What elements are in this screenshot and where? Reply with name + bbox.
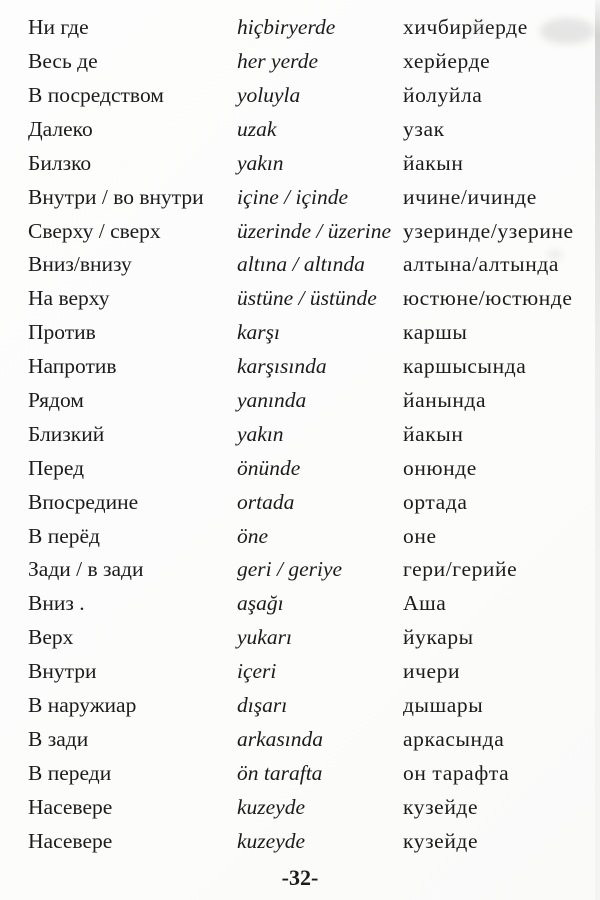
russian-term: Сверху / сверх [28, 218, 161, 243]
table-row [0, 350, 600, 384]
russian-term: Далеко [28, 116, 93, 141]
russian-term: Вниз/внизу [28, 252, 132, 277]
table-row [0, 587, 600, 621]
russian-term: В переди [28, 760, 112, 785]
table-row [0, 316, 600, 350]
table-row [0, 452, 600, 486]
turkish-latin-term: aşağı [237, 591, 284, 616]
russian-term: Верх [28, 625, 74, 650]
table-row [0, 519, 600, 553]
russian-term: Вниз . [28, 591, 85, 616]
page-number: -32- [281, 865, 319, 890]
turkish-cyrillic-transliteration: Аша [403, 591, 447, 616]
turkish-latin-term: üzerinde / üzerine [237, 218, 392, 243]
turkish-cyrillic-transliteration: он тарафта [403, 760, 510, 785]
turkish-latin-term: dışarı [237, 693, 288, 717]
turkish-latin-term: her yerde [237, 49, 318, 74]
turkish-latin-term: kuzeyde [237, 794, 306, 819]
russian-term: Билзко [28, 150, 92, 175]
table-row [0, 621, 600, 655]
turkish-latin-term: yakın [237, 421, 284, 446]
word-table [0, 11, 600, 858]
table-row [0, 689, 600, 723]
table-row [0, 79, 600, 113]
turkish-latin-term: ortada [237, 489, 295, 514]
turkish-latin-term: üstüne / üstünde [237, 286, 377, 311]
turkish-cyrillic-transliteration: гери/герийе [403, 557, 518, 582]
table-row [0, 553, 600, 587]
turkish-latin-term: önünde [237, 455, 301, 480]
russian-term: В наружиар [28, 693, 137, 717]
turkish-cyrillic-transliteration: ортада [403, 489, 468, 514]
turkish-latin-term: ön tarafta [237, 760, 323, 785]
turkish-latin-term: içine / içinde [237, 184, 349, 209]
table-row [0, 485, 600, 519]
turkish-latin-term: karşı [237, 320, 280, 345]
turkish-cyrillic-transliteration: дышары [403, 693, 484, 717]
turkish-cyrillic-transliteration: ичине/ичинде [403, 184, 537, 209]
turkish-cyrillic-transliteration: йанында [403, 387, 487, 412]
turkish-cyrillic-transliteration: кузейде [403, 828, 479, 853]
turkish-cyrillic-transliteration: аркасында [403, 726, 505, 751]
turkish-cyrillic-transliteration: узак [403, 116, 445, 141]
table-row [0, 655, 600, 689]
table-row [0, 147, 600, 181]
turkish-cyrillic-transliteration: алтына/алтында [403, 252, 560, 277]
turkish-latin-term: yoluyla [237, 82, 301, 107]
turkish-latin-term: karşısında [237, 354, 327, 379]
turkish-cyrillic-transliteration: каршы [403, 320, 468, 345]
turkish-latin-term: öne [237, 523, 269, 548]
turkish-latin-term: geri / geriye [237, 557, 343, 582]
table-row [0, 11, 600, 45]
russian-term: В зади [28, 726, 89, 751]
table-row [0, 723, 600, 757]
russian-term: Близкий [28, 421, 105, 446]
russian-term: Весь де [28, 49, 98, 74]
table-row [0, 757, 600, 791]
turkish-latin-term: hiçbiryerde [237, 15, 336, 40]
russian-term: Против [28, 320, 96, 345]
turkish-cyrillic-transliteration: узеринде/узерине [403, 218, 574, 243]
russian-term: В посредством [28, 82, 164, 107]
russian-term: Зади / в зади [28, 557, 144, 582]
turkish-latin-term: kuzeyde [237, 828, 306, 853]
turkish-cyrillic-transliteration: оне [403, 523, 437, 548]
turkish-cyrillic-transliteration: юстюне/юстюнде [403, 286, 573, 311]
turkish-cyrillic-transliteration: ичери [403, 659, 461, 684]
turkish-cyrillic-transliteration: йукары [403, 625, 474, 650]
turkish-cyrillic-transliteration: кузейде [403, 794, 479, 819]
table-row [0, 45, 600, 79]
turkish-cyrillic-transliteration: йолуйла [403, 82, 483, 107]
russian-term: На верху [28, 286, 110, 311]
table-row [0, 790, 600, 824]
russian-term: Внутри / во внутри [28, 184, 204, 209]
table-row [0, 113, 600, 147]
turkish-latin-term: yanında [237, 387, 307, 412]
table-row [0, 824, 600, 858]
table-row [0, 418, 600, 452]
russian-term: Внутри [28, 659, 97, 684]
turkish-latin-term: uzak [237, 116, 277, 141]
turkish-latin-term: arkasında [237, 726, 323, 751]
turkish-latin-term: yakın [237, 150, 284, 175]
table-row [0, 384, 600, 418]
table-row [0, 214, 600, 248]
turkish-cyrillic-transliteration: йакын [403, 421, 464, 446]
russian-term: Насевере [28, 794, 113, 819]
russian-term: Впосредине [28, 489, 139, 514]
table-row [0, 282, 600, 316]
russian-term: Напротив [28, 354, 117, 379]
turkish-latin-term: yukarı [237, 625, 292, 650]
turkish-cyrillic-transliteration: херйерде [403, 49, 491, 74]
turkish-latin-term: içeri [237, 659, 277, 684]
russian-term: Ни где [28, 15, 89, 40]
turkish-cyrillic-transliteration: онюнде [403, 455, 477, 480]
turkish-cyrillic-transliteration: хичбирйерде [403, 15, 528, 40]
russian-term: Рядом [28, 387, 84, 412]
turkish-cyrillic-transliteration: каршысында [403, 354, 527, 379]
russian-term: Перед [28, 455, 85, 480]
table-row [0, 248, 600, 282]
russian-term: Насевере [28, 828, 113, 853]
turkish-cyrillic-transliteration: йакын [403, 150, 464, 175]
russian-term: В перёд [28, 523, 100, 548]
table-row [0, 180, 600, 214]
scan-edge-shadow [595, 0, 600, 900]
turkish-latin-term: altına / altında [237, 252, 365, 277]
